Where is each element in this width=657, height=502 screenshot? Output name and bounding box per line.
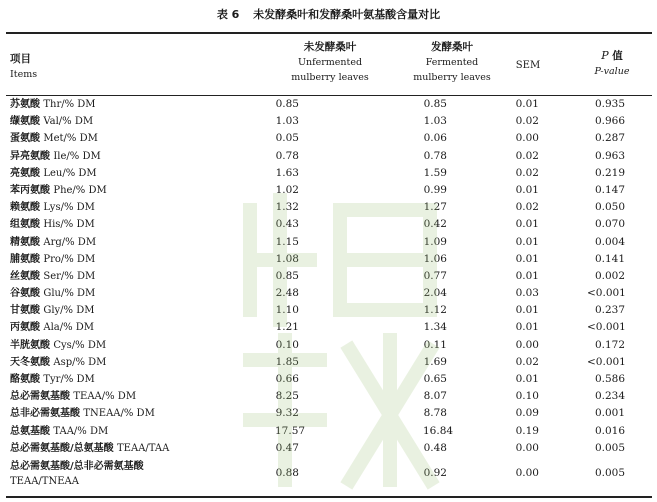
row-item-en: His/% DM <box>43 219 95 231</box>
row-item-en: Asp/% DM <box>53 356 107 368</box>
table-row <box>0 388 657 405</box>
row-item-name <box>10 218 95 231</box>
row-item-zh: 缬氨酸 <box>10 116 40 128</box>
row-item-en: Met/% DM <box>43 133 98 145</box>
row-fermented-value: 1.06 <box>423 252 447 265</box>
row-fermented-value: 16.84 <box>423 424 454 437</box>
table-row <box>0 251 657 268</box>
row-sem-value: 0.01 <box>515 373 539 385</box>
row-unfermented-value: 0.43 <box>275 218 299 231</box>
table-row <box>0 113 657 130</box>
header-p-value <box>582 48 642 100</box>
row-p-value: 0.237 <box>594 304 625 317</box>
row-item-en: Leu/% DM <box>43 167 97 179</box>
row-item-name <box>10 270 95 283</box>
row-fermented-value: 2.04 <box>423 287 447 300</box>
row-item-zh: 异亮氨酸 <box>10 150 50 162</box>
row-sem-value: 0.01 <box>515 304 539 317</box>
bottom-rule <box>6 496 652 498</box>
row-sem-value: 0.01 <box>515 98 539 110</box>
header-p-en: P-value <box>594 66 630 77</box>
header-unfermented-en-1: Unfermented <box>297 57 363 68</box>
header-p-zh-text: 值 <box>612 50 623 62</box>
row-item-name <box>10 167 97 180</box>
row-unfermented-value: 1.85 <box>275 355 299 368</box>
row-item-name <box>10 115 93 128</box>
row-sem-value: 0.01 <box>515 269 539 282</box>
row-item-en: TNEAA/% DM <box>83 408 155 420</box>
row-p-value: 0.219 <box>594 166 625 179</box>
row-unfermented-value: 0.47 <box>275 441 299 454</box>
row-item-zh: 组氨酸 <box>10 219 40 231</box>
row-item-name <box>10 253 95 266</box>
row-item-zh: 天冬氨酸 <box>10 356 50 368</box>
row-fermented-value: 1.69 <box>423 355 447 368</box>
row-item-en: Lys/% DM <box>43 202 95 214</box>
row-fermented-value: 0.99 <box>423 183 447 196</box>
row-item-en: Arg/% DM <box>43 236 97 248</box>
row-sem-value: 0.19 <box>515 424 539 437</box>
row-sem-value: 0.00 <box>515 338 539 351</box>
row-p-value: 0.935 <box>594 98 625 110</box>
table-row <box>0 285 657 302</box>
table-row <box>0 268 657 285</box>
row-p-value: 0.586 <box>594 373 625 385</box>
row-p-value: 0.004 <box>594 235 625 248</box>
row-unfermented-value: 1.08 <box>275 252 299 265</box>
table-row <box>0 182 657 199</box>
row-item-zh: 总氨基酸 <box>10 425 50 437</box>
row-fermented-value: 1.34 <box>423 321 447 334</box>
table-row <box>0 302 657 319</box>
row-p-value: 0.147 <box>594 183 625 196</box>
row-item-name <box>10 321 94 334</box>
table-row <box>0 371 657 388</box>
row-sem-value: 0.00 <box>515 132 539 145</box>
row-unfermented-value: 1.03 <box>275 115 299 128</box>
header-fermented-en-1: Fermented <box>425 57 479 68</box>
row-item-en: Thr/% DM <box>43 99 96 110</box>
row-item-name <box>10 390 136 403</box>
row-unfermented-value: 0.66 <box>275 373 299 385</box>
row-item-name <box>10 373 95 386</box>
row-item-en: TEAA/TNEAA <box>10 475 79 487</box>
table-row <box>0 148 657 165</box>
row-item-en: Pro/% DM <box>43 253 96 265</box>
row-item-name <box>10 425 108 438</box>
header-fermented-zh: 发酵桑叶 <box>431 41 473 53</box>
header-p-zh <box>582 48 642 64</box>
row-item-en: TAA/% DM <box>53 425 109 437</box>
row-unfermented-value: 1.15 <box>275 235 299 248</box>
row-item-name <box>10 407 155 420</box>
row-p-value: 0.005 <box>594 441 625 454</box>
row-unfermented-value: 17.57 <box>275 424 306 437</box>
row-p-value: 0.172 <box>594 338 625 351</box>
table-row <box>0 130 657 147</box>
header-unfermented-zh: 未发酵桑叶 <box>303 41 357 53</box>
row-sem-value: 0.03 <box>515 287 539 300</box>
row-unfermented-value: 0.05 <box>275 132 299 145</box>
row-fermented-value: 1.12 <box>423 304 447 317</box>
row-p-value: 0.287 <box>594 132 625 145</box>
row-unfermented-value: 0.10 <box>275 338 299 351</box>
row-item-name <box>10 304 95 317</box>
header-unfermented <box>265 40 395 92</box>
row-item-zh: 总必需氨基酸/总氨基酸 <box>10 442 114 454</box>
row-p-value: 0.070 <box>594 218 625 231</box>
row-p-value: <0.001 <box>587 355 626 368</box>
row-item-name <box>10 459 144 489</box>
row-fermented-value: 0.77 <box>423 269 447 282</box>
row-sem-value: 0.09 <box>515 407 539 420</box>
row-item-en: Phe/% DM <box>53 184 107 196</box>
row-item-zh: 亮氨酸 <box>10 167 40 179</box>
row-item-en: Val/% DM <box>43 116 94 128</box>
row-fermented-value: 1.59 <box>423 166 447 179</box>
row-unfermented-value: 1.63 <box>275 166 299 179</box>
row-item-name <box>10 150 101 163</box>
row-p-value: 0.966 <box>594 115 625 128</box>
table-row <box>0 234 657 251</box>
header-fermented-en-2: mulberry leaves <box>413 72 491 83</box>
row-p-value: 0.016 <box>594 424 625 437</box>
row-item-en: TEAA/TAA <box>117 442 170 454</box>
header-items-zh: 项目 <box>10 53 31 65</box>
header-p-letter: P <box>601 49 609 62</box>
row-unfermented-value: 8.25 <box>275 390 299 403</box>
row-unfermented-value: 0.85 <box>275 98 299 110</box>
row-fermented-value: 0.92 <box>423 466 447 479</box>
row-fermented-value: 1.09 <box>423 235 447 248</box>
row-item-name <box>10 132 98 145</box>
row-item-zh: 甘氨酸 <box>10 305 40 317</box>
top-rule <box>6 32 652 34</box>
row-item-zh: 酪氨酸 <box>10 374 40 385</box>
row-item-zh: 赖氨酸 <box>10 202 40 214</box>
row-item-zh: 丙氨酸 <box>10 322 40 334</box>
row-sem-value: 0.02 <box>515 201 539 214</box>
row-fermented-value: 0.11 <box>423 338 447 351</box>
row-fermented-value: 8.78 <box>423 407 447 420</box>
row-unfermented-value: 0.78 <box>275 149 299 162</box>
header-sem: SEM <box>515 60 541 71</box>
row-sem-value: 0.02 <box>515 166 539 179</box>
row-p-value: 0.963 <box>594 149 625 162</box>
row-p-value: <0.001 <box>587 287 626 300</box>
row-sem-value: 0.10 <box>515 390 539 403</box>
row-sem-value: 0.00 <box>515 441 539 454</box>
row-item-name <box>10 339 106 352</box>
row-item-en: TEAA/% DM <box>73 391 137 403</box>
row-item-zh: 丝氨酸 <box>10 270 40 282</box>
row-fermented-value: 0.48 <box>423 441 447 454</box>
row-unfermented-value: 2.48 <box>275 287 299 300</box>
table-row <box>0 405 657 422</box>
row-item-zh: 苯丙氨酸 <box>10 184 50 196</box>
row-p-value: <0.001 <box>587 321 626 334</box>
table-row <box>0 165 657 182</box>
row-fermented-value: 0.42 <box>423 218 447 231</box>
table-row <box>0 354 657 371</box>
table-row <box>0 319 657 336</box>
row-unfermented-value: 1.10 <box>275 304 299 317</box>
table-row <box>0 457 657 489</box>
row-item-en: Ile/% DM <box>53 150 101 162</box>
row-unfermented-value: 0.88 <box>275 466 299 479</box>
row-item-en: Cys/% DM <box>53 339 107 351</box>
row-item-en: Glu/% DM <box>43 288 96 300</box>
row-item-zh: 脯氨酸 <box>10 253 40 265</box>
table-row <box>0 337 657 354</box>
row-p-value: 0.002 <box>594 269 625 282</box>
row-p-value: 0.234 <box>594 390 625 403</box>
row-item-zh: 蛋氨酸 <box>10 133 40 145</box>
row-sem-value: 0.01 <box>515 218 539 231</box>
row-unfermented-value: 9.32 <box>275 407 299 420</box>
row-item-name <box>10 98 96 111</box>
row-item-name <box>10 356 106 369</box>
row-p-value: 0.001 <box>594 407 625 420</box>
row-item-zh: 总必需氨基酸 <box>10 391 70 403</box>
row-item-zh: 总非必需氨基酸 <box>10 408 80 420</box>
row-p-value: 0.005 <box>594 466 625 479</box>
row-item-name <box>10 184 107 197</box>
table-row <box>0 440 657 457</box>
table-title: 未发酵桑叶和发酵桑叶氨基酸含量对比 <box>253 8 441 21</box>
row-item-en: Tyr/% DM <box>43 374 95 385</box>
row-item-zh: 苏氨酸 <box>10 99 40 110</box>
row-item-name <box>10 236 96 249</box>
row-item-name <box>10 287 95 300</box>
row-item-name <box>10 201 95 214</box>
row-fermented-value: 1.03 <box>423 115 447 128</box>
row-item-zh: 总必需氨基酸/总非必需氨基酸 <box>10 460 144 472</box>
row-sem-value: 0.02 <box>515 115 539 128</box>
row-sem-value: 0.01 <box>515 183 539 196</box>
row-item-name <box>10 442 169 455</box>
row-sem-value: 0.00 <box>515 466 539 479</box>
row-unfermented-value: 1.32 <box>275 201 299 214</box>
row-item-zh: 谷氨酸 <box>10 288 40 300</box>
row-fermented-value: 8.07 <box>423 390 447 403</box>
row-fermented-value: 1.27 <box>423 201 447 214</box>
row-sem-value: 0.02 <box>515 149 539 162</box>
row-unfermented-value: 1.21 <box>275 321 299 334</box>
row-sem-value: 0.02 <box>515 355 539 368</box>
row-unfermented-value: 1.02 <box>275 183 299 196</box>
table-row <box>0 216 657 233</box>
table-row <box>0 423 657 440</box>
header-unfermented-en-2: mulberry leaves <box>291 72 369 83</box>
row-sem-value: 0.01 <box>515 235 539 248</box>
row-item-en: Ala/% DM <box>43 322 95 334</box>
row-item-zh: 精氨酸 <box>10 236 40 248</box>
row-item-zh: 半胱氨酸 <box>10 339 50 351</box>
header-items-en: Items <box>10 69 38 80</box>
row-p-value: 0.141 <box>594 252 625 265</box>
table-body <box>0 96 657 489</box>
row-sem-value: 0.01 <box>515 252 539 265</box>
row-fermented-value: 0.65 <box>423 373 447 385</box>
row-fermented-value: 0.78 <box>423 149 447 162</box>
row-sem-value: 0.01 <box>515 321 539 334</box>
row-unfermented-value: 0.85 <box>275 269 299 282</box>
row-item-en: Gly/% DM <box>43 305 95 317</box>
row-item-en: Ser/% DM <box>43 270 96 282</box>
header-fermented <box>387 40 517 92</box>
row-fermented-value: 0.06 <box>423 132 447 145</box>
row-p-value: 0.050 <box>594 201 625 214</box>
table-row <box>0 199 657 216</box>
table-number: 表 6 <box>216 8 240 21</box>
table-row <box>0 96 657 113</box>
row-fermented-value: 0.85 <box>423 98 447 110</box>
table-caption <box>0 6 657 22</box>
